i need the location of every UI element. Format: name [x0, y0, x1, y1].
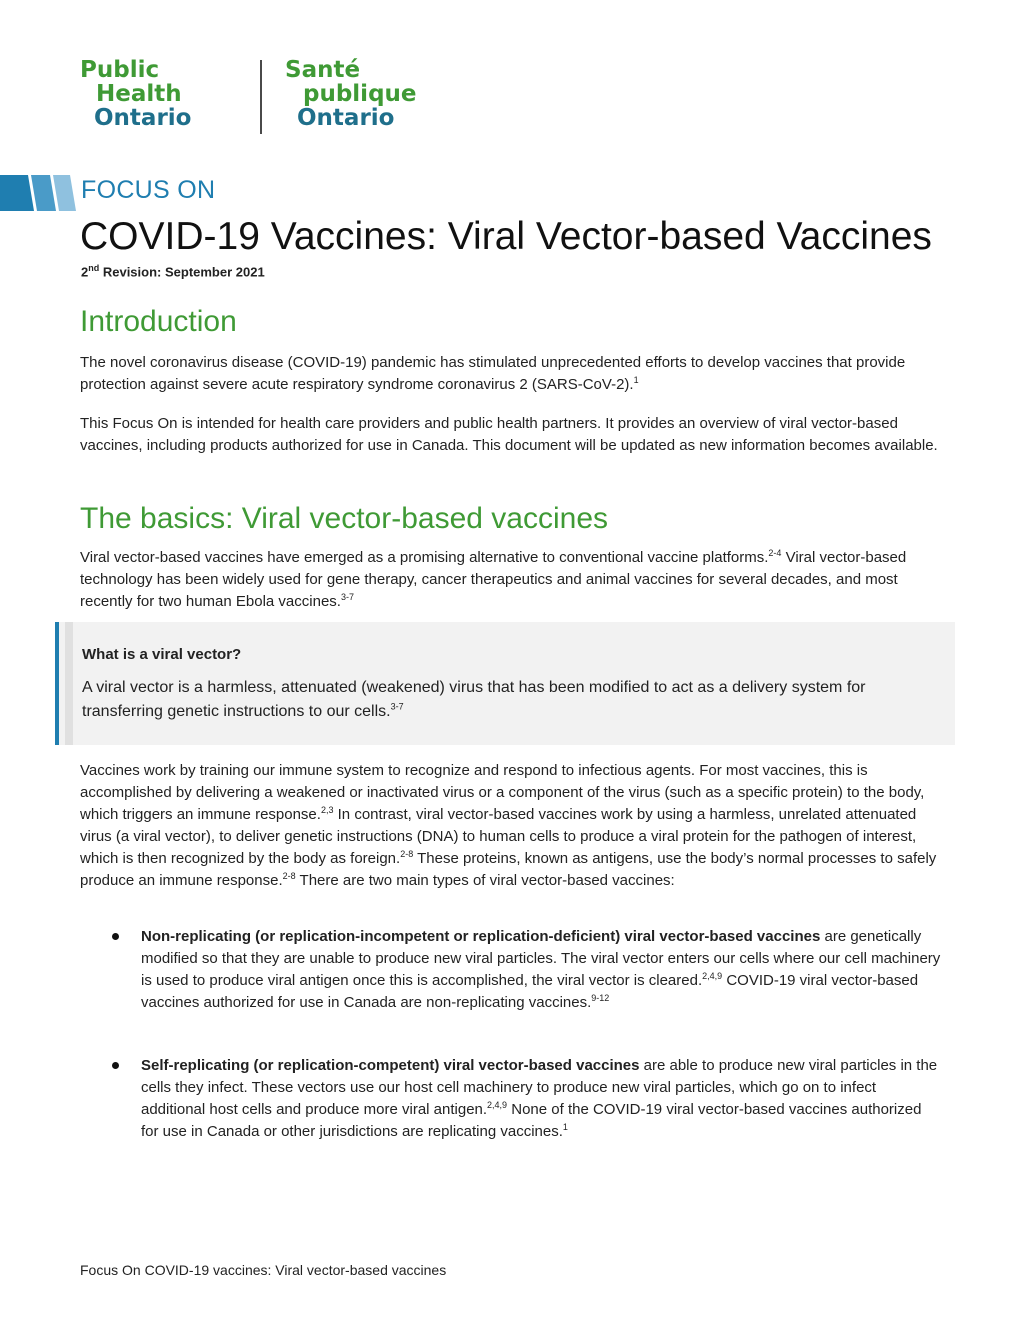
reference-superscript: 2-8 — [282, 871, 296, 881]
logo-en-line1: Public — [80, 57, 160, 83]
body-text-c: These proteins, known as antigens, use the body’s normal processes to safely produce an immune response. — [80, 850, 937, 889]
public-health-ontario-logo — [80, 58, 460, 138]
callout-title: What is a viral vector? — [82, 646, 242, 663]
basics-paragraph — [80, 547, 940, 613]
reference-superscript: 2,4,9 — [702, 971, 723, 981]
body-text-b: In contrast, viral vector-based vaccines work by using a harmless, unrelated attenuated virus (a viral vector), to deliver genetic instructions (DNA) to human cells to produce a viral protein for the pathogen of interest, which is then recognized by the body as foreign. — [80, 806, 917, 867]
reference-superscript: 3-7 — [390, 701, 404, 712]
basics-text-b: Viral vector-based technology has been widely used for gene therapy, cancer therapeutics and animal vaccines for several decades, and most recently for two human Ebola vaccines. — [80, 549, 907, 610]
bullet-icon — [112, 933, 119, 940]
callout-shadow-bar — [65, 622, 73, 745]
document-title: COVID-19 Vaccines: Viral Vector-based Vaccines — [80, 215, 932, 258]
bullet-text-a: are able to produce new viral particles in the cells they infect. These vectors use our host cell machinery to produce new viral particles, which go on to infect additional host cells and produce more viral antigen. — [141, 1057, 938, 1118]
reference-superscript: 2-4 — [768, 548, 782, 558]
reference-superscript: 3-7 — [340, 592, 354, 602]
logo-divider — [260, 60, 262, 134]
revision-text: Revision: September 2021 — [99, 264, 265, 280]
intro-paragraph-2: This Focus On is intended for health care providers and public health partners. It provides an overview of viral vector-based vaccines, including products authorized for use in Canada. This document will be updated as new information becomes available. — [80, 415, 938, 454]
body-text-a: Vaccines work by training our immune system to recognize and respond to infectious agents. For most vaccines, this is accomplished by delivering a weakened or inactivated virus or a component of the virus (such as a specific protein) to the body, which triggers an immune response. — [80, 762, 925, 823]
logo-fr-line3: Ontario — [297, 105, 395, 131]
page-footer: Focus On COVID-19 vaccines: Viral vector-based vaccines — [80, 1262, 447, 1278]
reference-superscript: 2,4,9 — [487, 1100, 508, 1110]
logo-english — [80, 58, 250, 130]
bullet-icon — [112, 1062, 119, 1069]
intro-paragraph-1 — [80, 352, 940, 396]
introduction-heading: Introduction — [80, 305, 237, 338]
viral-vector-callout — [55, 622, 955, 745]
focus-on-label: FOCUS ON — [81, 176, 216, 204]
callout-body-text: A viral vector is a harmless, attenuated (weakened) virus that has been modified to act as a delivery system for transferring genetic instructions to our cells. — [82, 679, 866, 720]
bullet-text-b: COVID-19 viral vector-based vaccines authorized for use in Canada are non-replicating vaccines. — [141, 972, 919, 1011]
bullet-text — [141, 926, 941, 1014]
reference-superscript: 1 — [562, 1122, 568, 1132]
bullet-bold-term: Self-replicating (or replication-competent) viral vector-based vaccines — [141, 1057, 640, 1074]
reference-superscript: 1 — [633, 375, 639, 385]
logo-en-line3: Ontario — [94, 105, 192, 131]
body-paragraph — [80, 760, 940, 892]
bullet-text-b: None of the COVID-19 viral vector-based vaccines authorized for use in Canada or other jurisdictions are replicating vaccines. — [141, 1101, 922, 1140]
reference-superscript: 2,3 — [320, 805, 334, 815]
bullet-text — [141, 1055, 941, 1143]
intro-p1-text: The novel coronavirus disease (COVID-19) pandemic has stimulated unprecedented efforts to develop vaccines that provide protection against severe acute respiratory syndrome coronavirus 2 (SARS-CoV-2). — [80, 354, 906, 393]
logo-fr-line1: Santé — [285, 57, 361, 83]
logo-en-line2: Health — [96, 81, 182, 107]
logo-french — [285, 58, 465, 130]
reference-superscript: 9-12 — [591, 993, 610, 1003]
body-text-d: There are two main types of viral vector-based vaccines: — [295, 872, 675, 889]
header-accent-bars — [0, 175, 76, 211]
callout-accent-bar — [55, 622, 59, 745]
basics-heading: The basics: Viral vector-based vaccines — [80, 502, 609, 535]
callout-body — [82, 676, 932, 724]
reference-superscript: 2-8 — [400, 849, 414, 859]
basics-text-a: Viral vector-based vaccines have emerged as a promising alternative to conventional vaccine platforms. — [80, 549, 769, 566]
revision-number: 2 — [81, 264, 89, 280]
logo-fr-line2: publique — [303, 81, 417, 107]
bullet-text-a: are genetically modified so that they are unable to produce new viral particles. The viral vector enters our cells where our cell machinery is used to produce viral antigen once this is accomplished, the viral vector is cleared. — [141, 928, 941, 989]
bullet-bold-term: Non-replicating (or replication-incompetent or replication-deficient) viral vector-based vaccines — [141, 928, 821, 945]
revision-ordinal: nd — [88, 263, 100, 273]
revision-line — [81, 263, 265, 279]
